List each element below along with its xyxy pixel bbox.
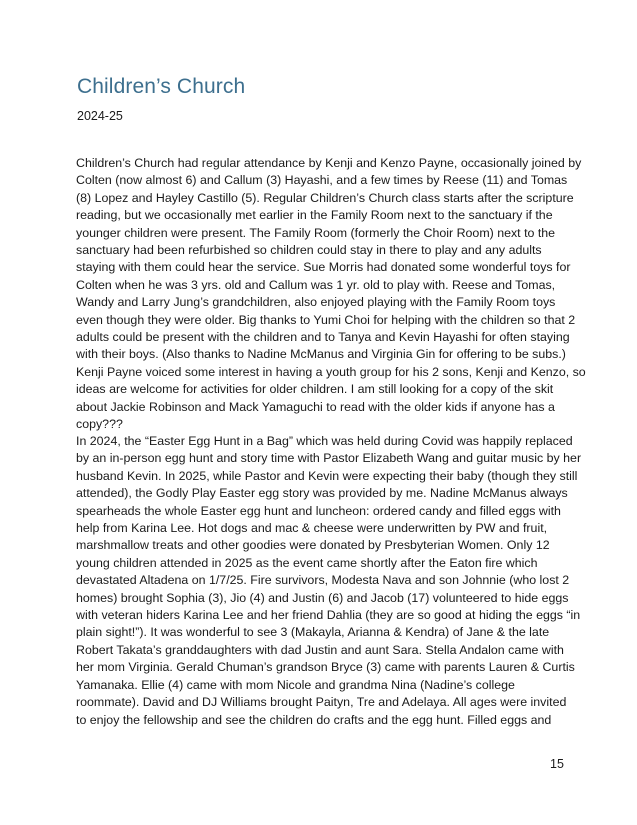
page-number: 15 — [550, 757, 564, 771]
text-line: Children’s Church had regular attendance by Kenji and Kenzo Payne, occasionally joined by — [76, 156, 582, 170]
text-line: Yamanaka. Ellie (4) came with mom Nicole and grandma Nina (Nadine’s college — [76, 677, 515, 692]
text-line: In 2024, the “Easter Egg Hunt in a Bag” which was held during Covid was happily replaced — [76, 434, 573, 448]
text-line: to enjoy the fellowship and see the children do crafts and the egg hunt. Filled eggs and — [76, 712, 552, 727]
text-line: by an in-person egg hunt and story time with Pastor Elizabeth Wang and guitar music by her — [76, 451, 582, 466]
paragraph-easter-egg-hunt — [76, 433, 581, 729]
text-line: ideas are welcome for activities for older children. I am still looking for a copy of the skit — [76, 382, 554, 397]
text-line: sanctuary had been refurbished so children could stay in there to play and any adults — [76, 243, 542, 258]
text-line: devastated Altadena on 1/7/25. Fire survivors, Modesta Nava and son Johnnie (who lost 2 — [76, 573, 570, 588]
text-line: Colten when he was 3 yrs. old and Callum was 1 yr. old to play with. Reese and Tomas, — [76, 277, 556, 292]
text-line: Wandy and Larry Jung’s grandchildren, also enjoyed playing with the Family Room toys — [76, 295, 556, 310]
text-line: Kenji Payne voiced some interest in having a youth group for his 2 sons, Kenji and Kenzo, so — [76, 365, 586, 379]
text-line: Colten (now almost 6) and Callum (3) Hayashi, and a few times by Reese (11) and Tomas — [76, 173, 568, 188]
text-line: even though they were older. Big thanks to Yumi Choi for helping with the children so that 2 — [76, 312, 576, 327]
section-subtitle: 2024-25 — [77, 109, 123, 123]
text-line: adults could be present with the children and to Tanya and Kevin Hayashi for often staying — [76, 330, 570, 345]
text-line: reading, but we occasionally met earlier in the Family Room next to the sanctuary if the — [76, 208, 553, 223]
text-line: young children attended in 2025 as the event came shortly after the Eaton fire which — [76, 555, 538, 570]
text-line: about Jackie Robinson and Mack Yamaguchi to read with the older kids if anyone has a — [76, 399, 555, 414]
text-line: attended), the Godly Play Easter egg story was provided by me. Nadine McManus always — [76, 486, 568, 501]
text-line: help from Karina Lee. Hot dogs and mac & cheese were underwritten by PW and fruit, — [76, 521, 548, 536]
text-line: roommate). David and DJ Williams brought Paityn, Tre and Adelaya. All ages were invited — [76, 695, 567, 710]
text-line: plain sight!”). It was wonderful to see 3 (Makayla, Arianna & Kendra) of Jane & the late — [76, 625, 550, 640]
page-title: Children’s Church — [77, 75, 246, 98]
paragraph-youth-group — [76, 364, 586, 434]
text-line: husband Kevin. In 2025, while Pastor and Kevin were expecting their baby (though they still — [76, 468, 578, 483]
text-line: marshmallow treats and other goodies were donated by Presbyterian Women. Only 12 — [76, 538, 550, 553]
text-line: her mom Virginia. Gerald Chuman’s grandson Bryce (3) came with parents Lauren & Curtis — [76, 660, 575, 675]
text-line: with veteran hiders Karina Lee and her friend Dahlia (they are so good at hiding the eggs “in — [76, 608, 581, 623]
text-line: (8) Lopez and Hayley Castillo (5). Regular Children’s Church class starts after the scripture — [76, 190, 574, 205]
text-line: copy??? — [76, 417, 123, 432]
text-line: homes) brought Sophia (3), Jio (4) and Justin (6) and Jacob (17) volunteered to hide eggs — [76, 590, 569, 605]
text-line: Robert Takata’s granddaughters with dad Justin and aunt Sara. Stella Andalon came with — [76, 642, 564, 657]
text-line: with their boys. (Also thanks to Nadine McManus and Virginia Gin for offering to be subs.) — [76, 347, 566, 362]
text-line: younger children were present. The Family Room (formerly the Choir Room) next to the — [76, 225, 556, 240]
text-line: staying with them could hear the service. Sue Morris had donated some wonderful toys for — [76, 260, 571, 275]
paragraph-attendance — [76, 155, 581, 364]
text-line: spearheads the whole Easter egg hunt and luncheon: ordered candy and filled eggs with — [76, 503, 561, 518]
